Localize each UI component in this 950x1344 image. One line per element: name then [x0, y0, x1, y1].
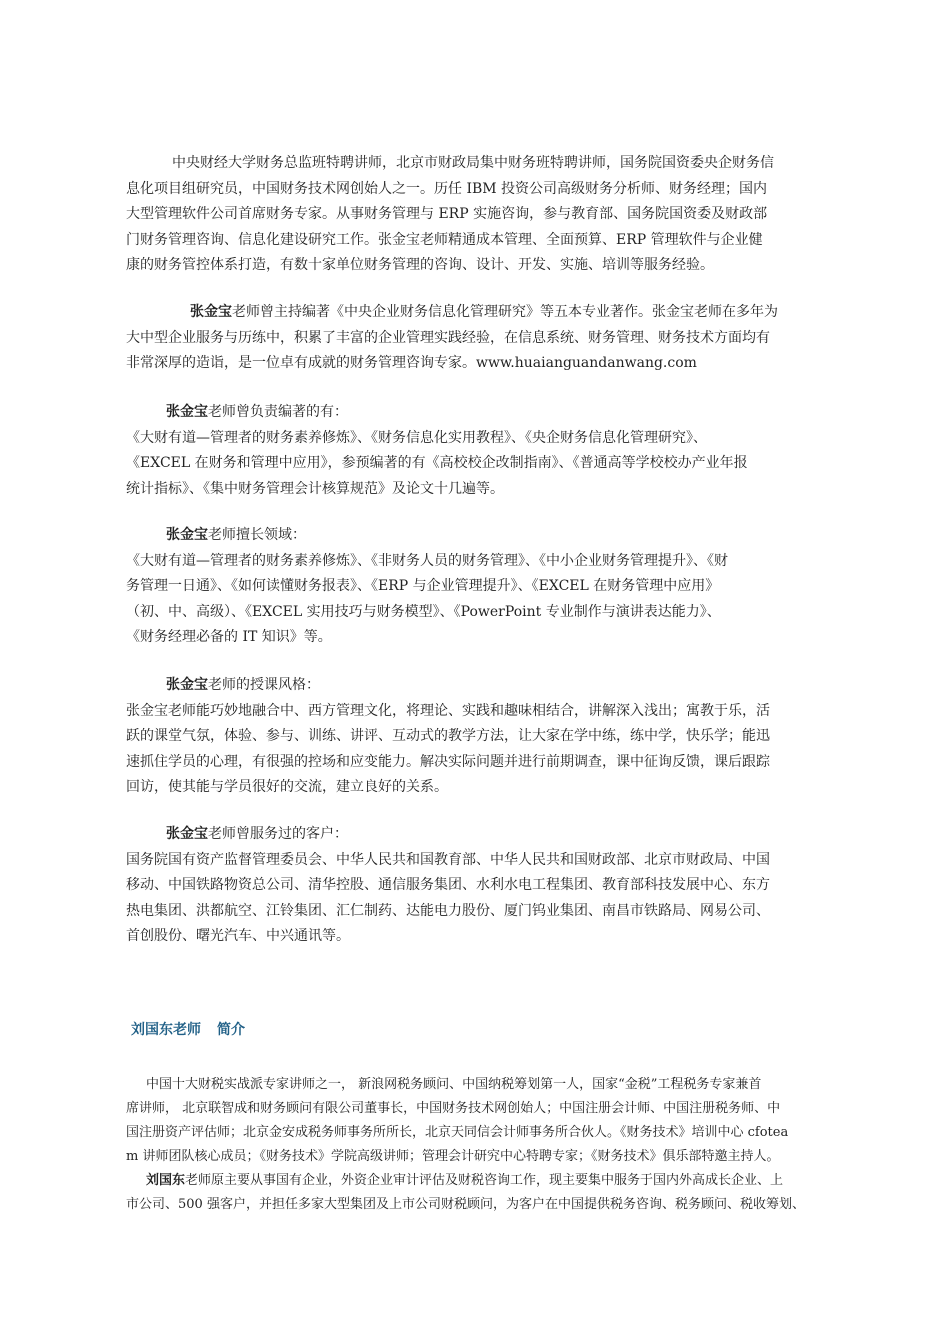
- style-name: 张金宝: [166, 677, 208, 693]
- works-line: 非常深厚的造诣，是一位卓有成就的财务管理咨询专家。www.huaianguandanwang.com: [126, 355, 697, 371]
- style-line: 速抓住学员的心理，有很强的控场和应变能力。解决实际问题并进行前期调查，课中征询反馈，课后跟踪: [126, 753, 770, 770]
- expertise-name: 张金宝: [166, 527, 208, 543]
- heading-name: 刘国东老师: [131, 1022, 201, 1038]
- expertise-line: 务管理一日通》、《如何读懂财务报表》、《ERP 与企业管理提升》、《EXCEL 在财务管理中应用》: [126, 578, 720, 594]
- edited-line: 《大财有道—管理者的财务素养修炼》、《财务信息化实用教程》、《央企财务信息化管理研究》、: [126, 429, 707, 446]
- intro-line: 中央财经大学财务总监班特聘讲师，北京市财政局集中财务班特聘讲师，国务院国资委央企财务信: [172, 155, 774, 171]
- section-heading: [131, 1019, 245, 1039]
- style-section: [126, 673, 861, 801]
- style-line: 张金宝老师能巧妙地融合中、西方管理文化，将理论、实践和趣味相结合，讲解深入浅出；寓教于乐，活: [126, 702, 770, 719]
- clients-line: 国务院国有资产监督管理委员会、中华人民共和国教育部、中华人民共和国财政部、北京市财政局、中国: [126, 851, 770, 868]
- edited-section: [126, 400, 861, 502]
- intro-paragraph: [126, 151, 861, 279]
- clients-line: 热电集团、洪都航空、江铃集团、汇仁制药、达能电力股份、厦门钨业集团、南昌市铁路局、网易公司、: [126, 902, 770, 919]
- style-line: 跃的课堂气氛，体验、参与、训练、讲评、互动式的教学方法，让大家在学中练，练中学，快乐学；能迅: [126, 728, 770, 744]
- liu-intro-line: 国注册资产评估师；北京金安成税务师事务所所长，北京天同信会计师事务所合伙人。《财务技术》培训中心 cfotea: [126, 1125, 789, 1140]
- liu-line: 市公司、500 强客户，并担任多家大型集团及上市公司财税顾问，为客户在中国提供税务咨询、税务顾问、税收筹划、: [126, 1197, 805, 1212]
- heading-label: 简介: [217, 1022, 245, 1038]
- expertise-line: 《财务经理必备的 IT 知识》等。: [126, 629, 332, 645]
- edited-name: 张金宝: [166, 404, 208, 420]
- liu-intro-paragraph: [126, 1073, 868, 1217]
- style-line: 回访，使其能与学员很好的交流，建立良好的关系。: [126, 779, 448, 795]
- expertise-title: 张金宝老师擅长领域：: [166, 527, 306, 543]
- edited-line: 统计指标》、《集中财务管理会计核算规范》及论文十几遍等。: [126, 480, 504, 497]
- edited-title: 张金宝老师曾负责编著的有：: [166, 404, 348, 420]
- style-title: 张金宝老师的授课风格：: [166, 677, 320, 693]
- expertise-section: [126, 523, 861, 651]
- clients-name: 张金宝: [166, 826, 208, 842]
- clients-section: [126, 822, 861, 950]
- works-name: 张金宝: [190, 304, 232, 320]
- intro-line: 门财务管理咨询、信息化建设研究工作。张金宝老师精通成本管理、全面预算、ERP 管理软件与企业健: [126, 231, 763, 248]
- intro-line: 大型管理软件公司首席财务专家。从事财务管理与 ERP 实施咨询，参与教育部、国务院国资委及财政部: [126, 206, 768, 222]
- liu-intro-line: 席讲师， 北京联智成和财务顾问有限公司董事长，中国财务技术网创始人；中国注册会计师、中国注册税务师、中: [126, 1101, 781, 1116]
- expertise-line: （初、中、高级）、《EXCEL 实用技巧与财务模型》、《PowerPoint 专业制作与演讲表达能力》、: [126, 603, 721, 620]
- edited-line: 《EXCEL 在财务和管理中应用》，参预编著的有《高校校企改制指南》、《普通高等学校校办产业年报: [126, 455, 748, 471]
- liu-line: 刘国东老师原主要从事国有企业，外资企业审计评估及财税咨询工作，现主要集中服务于国内外高成长企业、上: [146, 1173, 784, 1188]
- works-line: 大中型企业服务与历练中，积累了丰富的企业管理实践经验，在信息系统、财务管理、财务技术方面均有: [126, 329, 770, 346]
- clients-line: 首创股份、曙光汽车、中兴通讯等。: [126, 928, 350, 944]
- clients-title: 张金宝老师曾服务过的客户：: [166, 826, 348, 842]
- clients-line: 移动、中国铁路物资总公司、清华控股、通信服务集团、水利水电工程集团、教育部科技发展中心、东方: [126, 877, 770, 893]
- works-paragraph: [126, 300, 861, 377]
- expertise-line: 《大财有道—管理者的财务素养修炼》、《非财务人员的财务管理》、《中小企业财务管理提升》、《财: [126, 552, 728, 569]
- works-line: [126, 300, 861, 326]
- works-text: 老师曾主持编著《中央企业财务信息化管理研究》等五本专业著作。张金宝老师在多年为: [232, 304, 778, 320]
- liu-intro-line: 中国十大财税实战派专家讲师之一， 新浪网税务顾问、中国纳税筹划第一人，国家“金税”工程税务专家兼首: [146, 1077, 762, 1092]
- intro-line: 息化项目组研究员，中国财务技术网创始人之一。历任 IBM 投资公司高级财务分析师、财务经理；国内: [126, 180, 768, 197]
- liu-name: 刘国东: [146, 1173, 186, 1188]
- liu-intro-line: m 讲师团队核心成员；《财务技术》学院高级讲师；管理会计研究中心特聘专家；《财务技术》俱乐部特邀主持人。: [126, 1149, 780, 1164]
- intro-line: 康的财务管控体系打造，有数十家单位财务管理的咨询、设计、开发、实施、培训等服务经验。: [126, 257, 714, 273]
